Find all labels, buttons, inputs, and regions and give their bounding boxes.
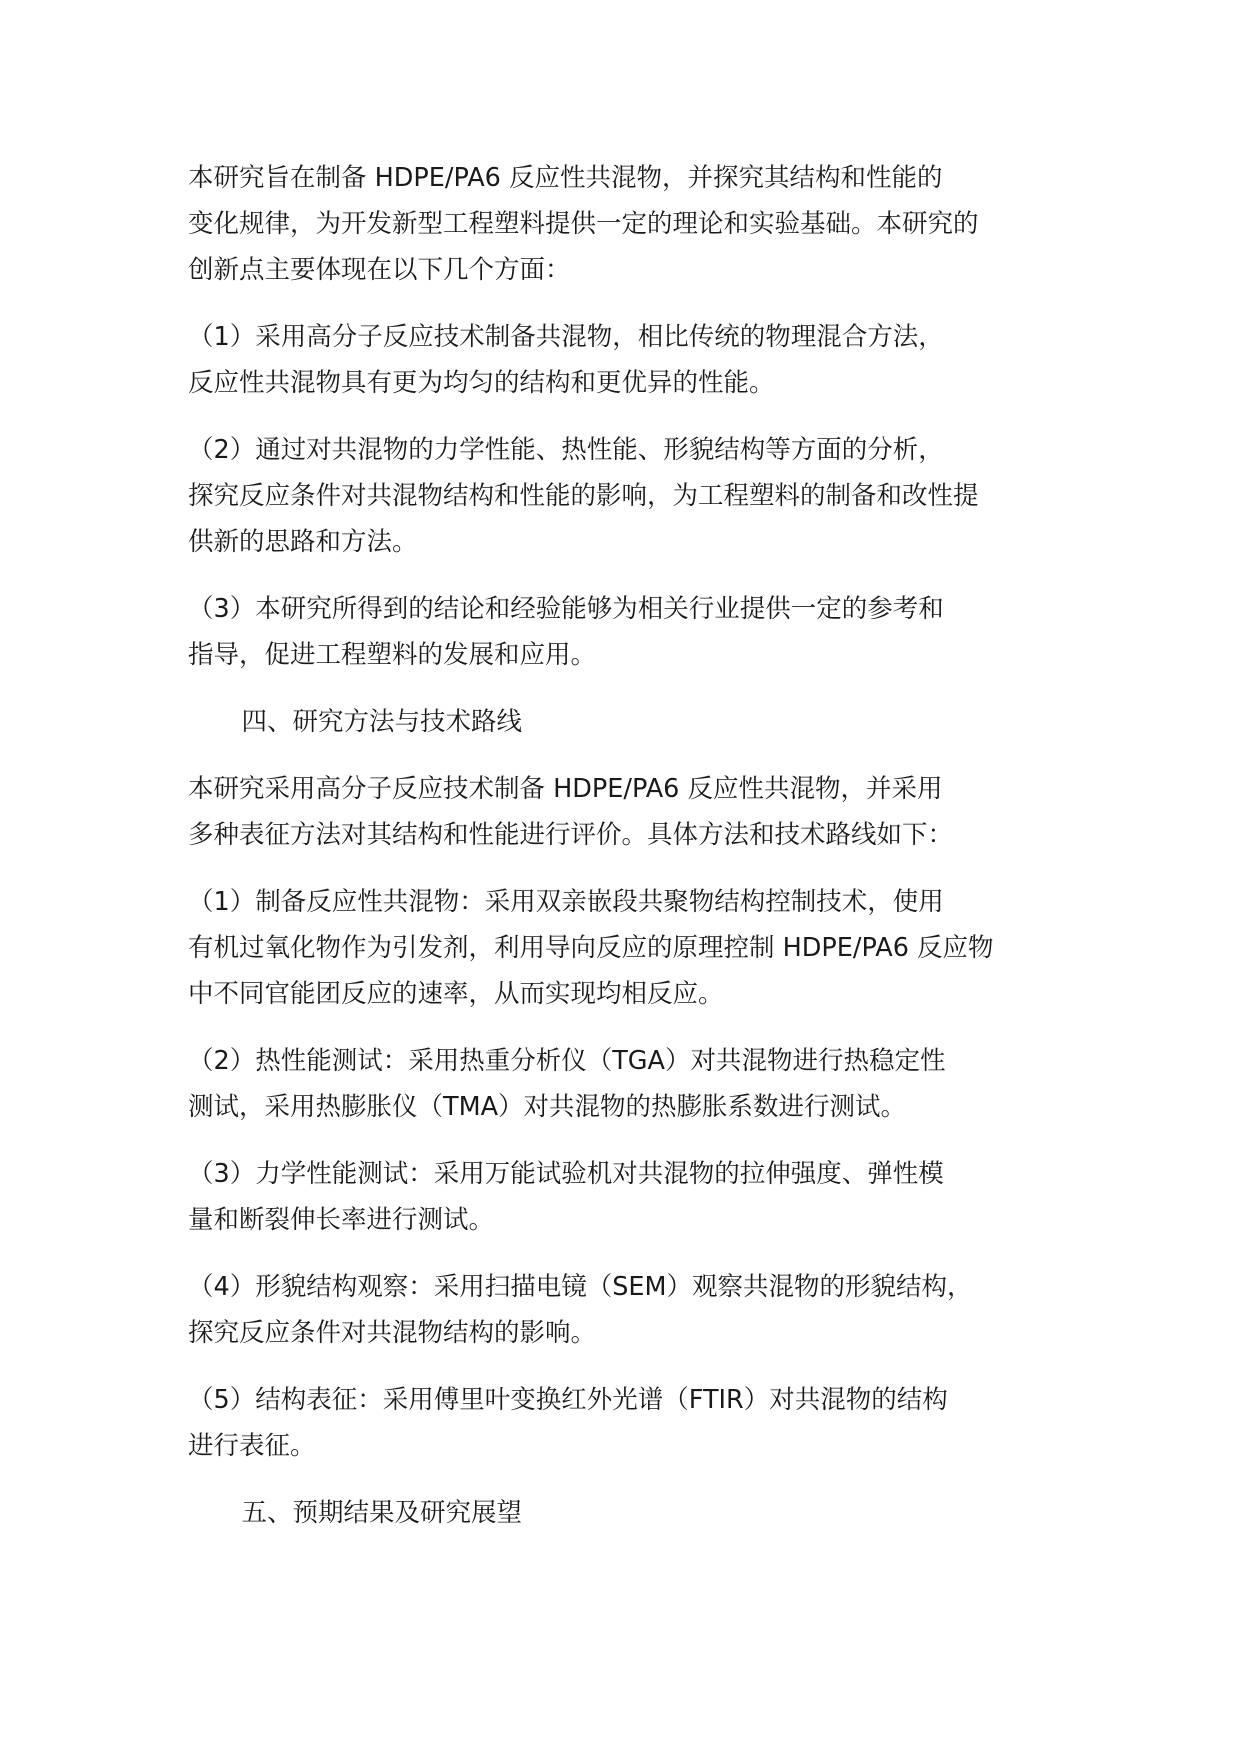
- paragraph-line: 反应性共混物具有更为均匀的结构和更优异的性能。: [188, 368, 775, 398]
- paragraph-line: （2）通过对共混物的力学性能、热性能、形貌结构等方面的分析，: [188, 435, 944, 465]
- paragraph-method-1: [188, 879, 1078, 1017]
- paragraph-method-4: [188, 1264, 1078, 1356]
- paragraph-method-5: [188, 1377, 1078, 1469]
- paragraph-innovation-1: [188, 314, 1078, 406]
- section-heading-text: 五、预期结果及研究展望: [241, 1498, 523, 1528]
- paragraph-research-aim: [188, 155, 1078, 293]
- paragraph-line: 供新的思路和方法。: [188, 527, 418, 557]
- paragraph-innovation-2: [188, 427, 1078, 565]
- paragraph-method-3: [188, 1151, 1078, 1243]
- paragraph-line: 中不同官能团反应的速率，从而实现均相反应。: [188, 979, 724, 1009]
- paragraph-line: 本研究采用高分子反应技术制备 HDPE/PA6 反应性共混物，并采用: [188, 774, 943, 804]
- paragraph-line: （4）形貌结构观察：采用扫描电镜（SEM）观察共混物的形貌结构，: [188, 1272, 973, 1302]
- paragraph-line: （5）结构表征：采用傅里叶变换红外光谱（FTIR）对共混物的结构: [188, 1385, 948, 1415]
- paragraph-line: 探究反应条件对共混物结构的影响。: [188, 1318, 597, 1348]
- paragraph-methods-intro: [188, 766, 1078, 858]
- paragraph-line: 多种表征方法对其结构和性能进行评价。具体方法和技术路线如下：: [188, 820, 954, 850]
- paragraph-line: （3）力学性能测试：采用万能试验机对共混物的拉伸强度、弹性模: [188, 1159, 944, 1189]
- paragraph-innovation-3: [188, 586, 1078, 678]
- document-body: [188, 155, 1078, 1557]
- paragraph-line: 探究反应条件对共混物结构和性能的影响，为工程塑料的制备和改性提: [188, 481, 979, 511]
- paragraph-line: 变化规律，为开发新型工程塑料提供一定的理论和实验基础。本研究的: [188, 209, 979, 239]
- section-heading-text: 四、研究方法与技术路线: [241, 707, 523, 737]
- section-heading-methods: [188, 699, 1078, 745]
- paragraph-line: 量和断裂伸长率进行测试。: [188, 1205, 495, 1235]
- paragraph-line: 创新点主要体现在以下几个方面：: [188, 255, 571, 285]
- paragraph-line: 本研究旨在制备 HDPE/PA6 反应性共混物，并探究其结构和性能的: [188, 163, 943, 193]
- paragraph-line: 指导，促进工程塑料的发展和应用。: [188, 640, 597, 670]
- paragraph-line: 测试，采用热膨胀仪（TMA）对共混物的热膨胀系数进行测试。: [188, 1092, 907, 1122]
- section-heading-expected-results: [188, 1490, 1078, 1536]
- paragraph-line: （1）制备反应性共混物：采用双亲嵌段共聚物结构控制技术，使用: [188, 887, 944, 917]
- paragraph-line: （1）采用高分子反应技术制备共混物，相比传统的物理混合方法，: [188, 322, 944, 352]
- paragraph-line: 进行表征。: [188, 1431, 316, 1461]
- paragraph-line: （3）本研究所得到的结论和经验能够为相关行业提供一定的参考和: [188, 594, 944, 624]
- paragraph-line: 有机过氧化物作为引发剂，利用导向反应的原理控制 HDPE/PA6 反应物: [188, 933, 994, 963]
- paragraph-line: （2）热性能测试：采用热重分析仪（TGA）对共混物进行热稳定性: [188, 1046, 946, 1076]
- paragraph-method-2: [188, 1038, 1078, 1130]
